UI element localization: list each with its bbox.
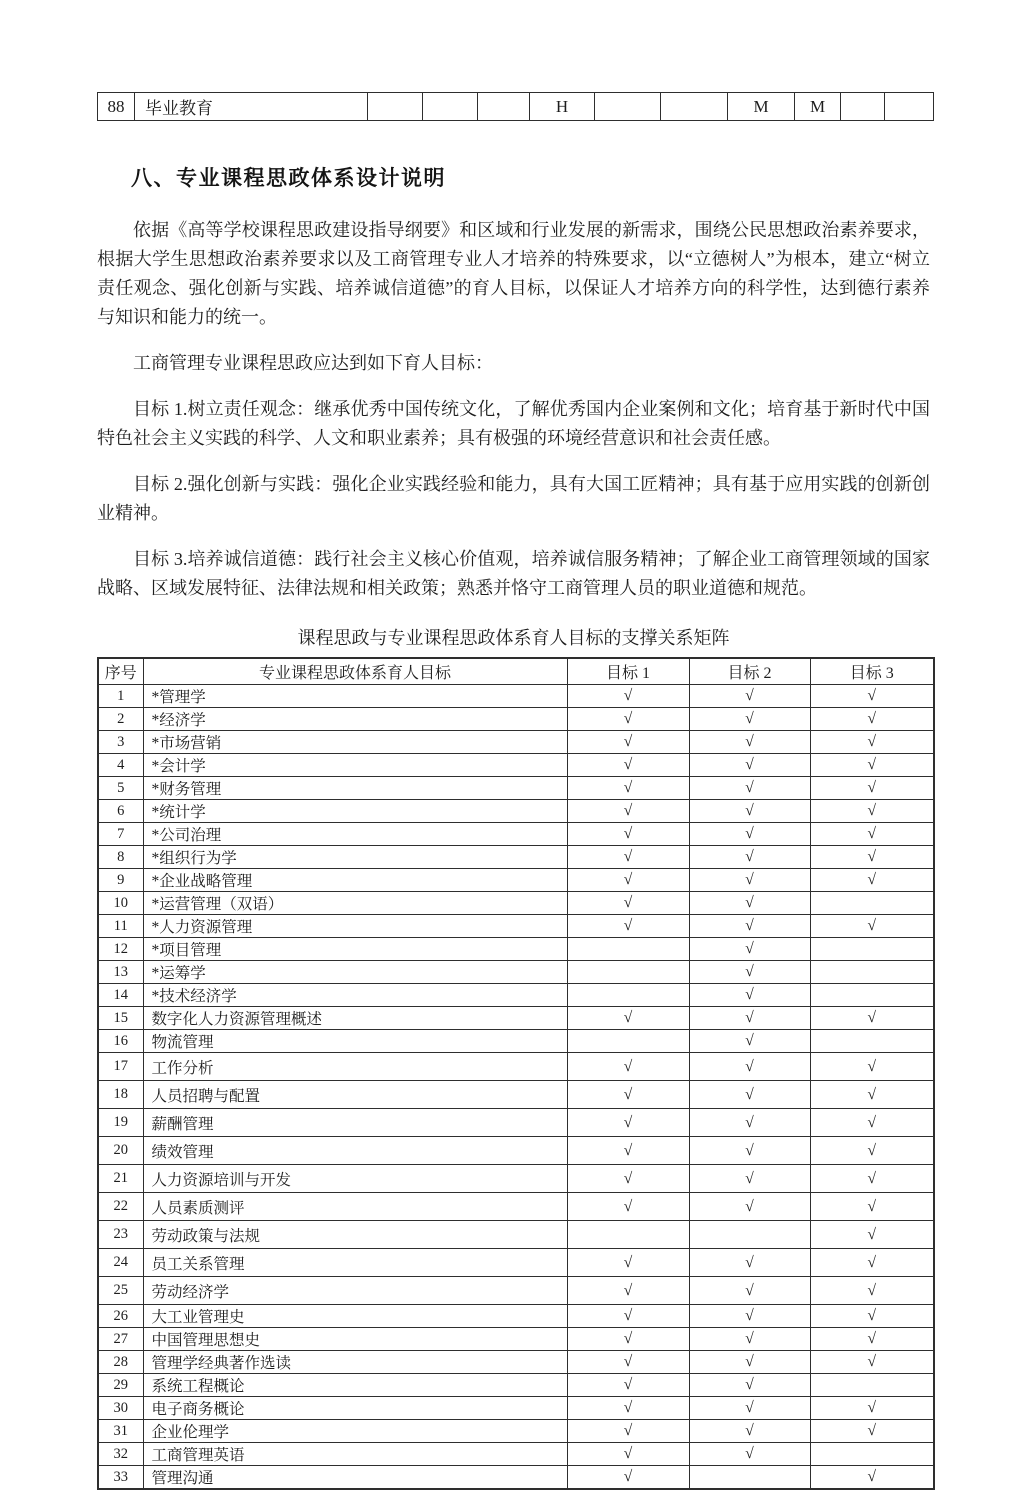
goal-2-cell: √ <box>689 1374 810 1397</box>
top-table-row <box>98 93 934 121</box>
goal-1-cell: √ <box>567 1165 689 1193</box>
goal-3-cell: √ <box>810 1007 934 1030</box>
goal-2-cell <box>689 1221 810 1249</box>
row-number-cell: 5 <box>98 777 143 800</box>
goal-1-cell <box>567 961 689 984</box>
row-number-cell: 24 <box>98 1249 143 1277</box>
course-name-cell: 中国管理思想史 <box>143 1328 567 1351</box>
support-level-cell <box>885 93 934 121</box>
row-number-cell: 23 <box>98 1221 143 1249</box>
goal-3-cell: √ <box>810 1420 934 1443</box>
course-name-cell: *运营管理（双语） <box>143 892 567 915</box>
goal-2-cell: √ <box>689 1397 810 1420</box>
matrix-row <box>98 685 934 708</box>
goal-1-cell: √ <box>567 846 689 869</box>
goal-3-cell: √ <box>810 1165 934 1193</box>
goal-2-cell: √ <box>689 1328 810 1351</box>
goal-1-cell: √ <box>567 1397 689 1420</box>
course-name-cell: *人力资源管理 <box>143 915 567 938</box>
row-number-cell: 19 <box>98 1109 143 1137</box>
goal-1-cell: √ <box>567 1305 689 1328</box>
goal-3-cell: √ <box>810 800 934 823</box>
row-number-cell: 28 <box>98 1351 143 1374</box>
matrix-row <box>98 1277 934 1305</box>
course-name-cell: 大工业管理史 <box>143 1305 567 1328</box>
goal-2-cell: √ <box>689 685 810 708</box>
row-number-cell: 32 <box>98 1443 143 1466</box>
course-name-cell: 绩效管理 <box>143 1137 567 1165</box>
course-name-cell: 毕业教育 <box>135 93 368 121</box>
goal-2-cell: √ <box>689 754 810 777</box>
matrix-row <box>98 1030 934 1053</box>
goal-2-cell: √ <box>689 915 810 938</box>
goal-2-cell: √ <box>689 1109 810 1137</box>
course-name-cell: 数字化人力资源管理概述 <box>143 1007 567 1030</box>
row-number-cell: 8 <box>98 846 143 869</box>
course-name-cell: *公司治理 <box>143 823 567 846</box>
course-name-cell: 工作分析 <box>143 1053 567 1081</box>
goal-1-cell <box>567 984 689 1007</box>
goal-1-cell: √ <box>567 1466 689 1490</box>
course-name-cell: 劳动政策与法规 <box>143 1221 567 1249</box>
goal-3-cell: √ <box>810 846 934 869</box>
goal-1-cell <box>567 938 689 961</box>
goal-1-cell: √ <box>567 685 689 708</box>
row-number-cell: 7 <box>98 823 143 846</box>
matrix-row <box>98 1081 934 1109</box>
header-serial-number: 序号 <box>98 658 143 685</box>
matrix-row <box>98 1351 934 1374</box>
matrix-row <box>98 1443 934 1466</box>
matrix-row <box>98 1193 934 1221</box>
support-level-cell: M <box>795 93 841 121</box>
course-name-cell: *财务管理 <box>143 777 567 800</box>
support-level-cell: H <box>530 93 595 121</box>
paragraph-goal-2: 目标 2.强化创新与实践：强化企业实践经验和能力，具有大国工匠精神；具有基于应用实践的创新创业精神。 <box>97 474 930 523</box>
course-name-cell: *经济学 <box>143 708 567 731</box>
goal-1-cell: √ <box>567 892 689 915</box>
goal-3-cell <box>810 892 934 915</box>
goal-2-cell: √ <box>689 1030 810 1053</box>
goal-3-cell: √ <box>810 1081 934 1109</box>
matrix-row <box>98 754 934 777</box>
row-number-cell: 3 <box>98 731 143 754</box>
paragraph-goals-lead: 工商管理专业课程思政应达到如下育人目标： <box>133 353 493 373</box>
matrix-row <box>98 892 934 915</box>
matrix-row <box>98 1374 934 1397</box>
header-goal-2: 目标 2 <box>689 658 810 685</box>
goal-2-cell: √ <box>689 731 810 754</box>
goal-2-cell: √ <box>689 1081 810 1109</box>
course-name-cell: *运筹学 <box>143 961 567 984</box>
section-heading: 八、专业课程思政体系设计说明 <box>131 167 446 190</box>
matrix-row <box>98 984 934 1007</box>
row-number-cell: 25 <box>98 1277 143 1305</box>
course-name-cell: 人力资源培训与开发 <box>143 1165 567 1193</box>
goal-1-cell: √ <box>567 869 689 892</box>
row-number-cell: 22 <box>98 1193 143 1221</box>
paragraph-goal-1: 目标 1.树立责任观念：继承优秀中国传统文化，了解优秀国内企业案例和文化；培育基于新时代中国特色社会主义实践的科学、人文和职业素养；具有极强的环境经营意识和社会责任感。 <box>97 399 930 448</box>
goal-3-cell: √ <box>810 1193 934 1221</box>
matrix-row <box>98 938 934 961</box>
row-number-cell: 88 <box>98 93 135 121</box>
course-name-cell: *统计学 <box>143 800 567 823</box>
header-course-goals: 专业课程思政体系育人目标 <box>143 658 567 685</box>
goal-3-cell: √ <box>810 754 934 777</box>
goal-3-cell <box>810 961 934 984</box>
goal-1-cell: √ <box>567 1443 689 1466</box>
goal-3-cell: √ <box>810 1397 934 1420</box>
matrix-row <box>98 731 934 754</box>
goal-2-cell: √ <box>689 892 810 915</box>
support-level-cell <box>368 93 423 121</box>
row-number-cell: 4 <box>98 754 143 777</box>
header-goal-3: 目标 3 <box>810 658 934 685</box>
row-number-cell: 27 <box>98 1328 143 1351</box>
matrix-row <box>98 1109 934 1137</box>
course-name-cell: *技术经济学 <box>143 984 567 1007</box>
goal-3-cell: √ <box>810 1277 934 1305</box>
goal-3-cell <box>810 1374 934 1397</box>
goal-1-cell: √ <box>567 731 689 754</box>
matrix-row <box>98 1328 934 1351</box>
goal-1-cell: √ <box>567 1007 689 1030</box>
goal-2-cell: √ <box>689 1165 810 1193</box>
row-number-cell: 9 <box>98 869 143 892</box>
course-name-cell: *管理学 <box>143 685 567 708</box>
matrix-row <box>98 1397 934 1420</box>
matrix-row <box>98 846 934 869</box>
goal-3-cell: √ <box>810 1466 934 1490</box>
goal-1-cell: √ <box>567 800 689 823</box>
goal-1-cell: √ <box>567 1277 689 1305</box>
goal-3-cell <box>810 938 934 961</box>
goal-3-cell: √ <box>810 1109 934 1137</box>
goal-1-cell <box>567 1030 689 1053</box>
course-name-cell: 企业伦理学 <box>143 1420 567 1443</box>
row-number-cell: 17 <box>98 1053 143 1081</box>
course-name-cell: *企业战略管理 <box>143 869 567 892</box>
goal-2-cell: √ <box>689 777 810 800</box>
goal-2-cell: √ <box>689 984 810 1007</box>
goal-2-cell: √ <box>689 1351 810 1374</box>
matrix-header-row <box>98 658 934 685</box>
course-name-cell: 管理沟通 <box>143 1466 567 1490</box>
goal-3-cell: √ <box>810 1221 934 1249</box>
course-name-cell: *会计学 <box>143 754 567 777</box>
goal-3-cell: √ <box>810 823 934 846</box>
goal-3-cell: √ <box>810 915 934 938</box>
goal-2-cell: √ <box>689 846 810 869</box>
goal-2-cell: √ <box>689 1443 810 1466</box>
goal-1-cell: √ <box>567 1420 689 1443</box>
course-name-cell: 电子商务概论 <box>143 1397 567 1420</box>
goal-3-cell: √ <box>810 731 934 754</box>
goal-2-cell: √ <box>689 938 810 961</box>
row-number-cell: 20 <box>98 1137 143 1165</box>
row-number-cell: 1 <box>98 685 143 708</box>
goal-3-cell: √ <box>810 708 934 731</box>
course-name-cell: *组织行为学 <box>143 846 567 869</box>
goal-1-cell: √ <box>567 1109 689 1137</box>
course-name-cell: 人员招聘与配置 <box>143 1081 567 1109</box>
course-name-cell: 工商管理英语 <box>143 1443 567 1466</box>
row-number-cell: 11 <box>98 915 143 938</box>
matrix-row <box>98 777 934 800</box>
goal-2-cell: √ <box>689 1305 810 1328</box>
matrix-row <box>98 1053 934 1081</box>
paragraph-goal-3: 目标 3.培养诚信道德：践行社会主义核心价值观，培养诚信服务精神；了解企业工商管理领域的国家战略、区域发展特征、法律法规和相关政策；熟悉并恪守工商管理人员的职业道德和规范。 <box>97 549 930 598</box>
goal-1-cell: √ <box>567 823 689 846</box>
row-number-cell: 15 <box>98 1007 143 1030</box>
goal-3-cell: √ <box>810 869 934 892</box>
row-number-cell: 13 <box>98 961 143 984</box>
goal-1-cell: √ <box>567 915 689 938</box>
goal-3-cell: √ <box>810 1351 934 1374</box>
goal-3-cell: √ <box>810 1305 934 1328</box>
goal-3-cell: √ <box>810 777 934 800</box>
support-level-cell <box>841 93 885 121</box>
matrix-row <box>98 1420 934 1443</box>
goal-3-cell: √ <box>810 1249 934 1277</box>
paragraph-intro: 依据《高等学校课程思政建设指导纲要》和区域和行业发展的新需求，围绕公民思想政治素养要求，根据大学生思想政治素养要求以及工商管理专业人才培养的特殊要求，以“立德树人”为根本，建立“树立责任观念、强化创新与实践、培养诚信道德”的育人目标，以保证人才培养方向的科学性，达到德行素养与知识和能力的统一。 <box>97 220 930 327</box>
goal-1-cell: √ <box>567 708 689 731</box>
row-number-cell: 18 <box>98 1081 143 1109</box>
matrix-row <box>98 1007 934 1030</box>
goal-2-cell: √ <box>689 1249 810 1277</box>
course-name-cell: 人员素质测评 <box>143 1193 567 1221</box>
course-name-cell: 管理学经典著作选读 <box>143 1351 567 1374</box>
row-number-cell: 26 <box>98 1305 143 1328</box>
row-number-cell: 31 <box>98 1420 143 1443</box>
course-name-cell: *项目管理 <box>143 938 567 961</box>
goal-2-cell: √ <box>689 708 810 731</box>
row-number-cell: 2 <box>98 708 143 731</box>
goal-2-cell: √ <box>689 1137 810 1165</box>
goal-1-cell: √ <box>567 1081 689 1109</box>
course-name-cell: 员工关系管理 <box>143 1249 567 1277</box>
support-level-cell: M <box>728 93 795 121</box>
support-level-cell <box>595 93 661 121</box>
row-number-cell: 6 <box>98 800 143 823</box>
matrix-row <box>98 1221 934 1249</box>
header-goal-1: 目标 1 <box>567 658 689 685</box>
support-level-cell <box>478 93 530 121</box>
goal-3-cell <box>810 984 934 1007</box>
goal-1-cell <box>567 1221 689 1249</box>
course-name-cell: 劳动经济学 <box>143 1277 567 1305</box>
goal-1-cell: √ <box>567 777 689 800</box>
support-level-cell <box>661 93 728 121</box>
goal-1-cell: √ <box>567 1137 689 1165</box>
matrix-row <box>98 708 934 731</box>
goal-3-cell: √ <box>810 1137 934 1165</box>
goal-2-cell: √ <box>689 1277 810 1305</box>
goal-1-cell: √ <box>567 1374 689 1397</box>
goal-2-cell: √ <box>689 961 810 984</box>
support-level-cell <box>423 93 478 121</box>
row-number-cell: 12 <box>98 938 143 961</box>
goal-3-cell: √ <box>810 1328 934 1351</box>
goal-2-cell: √ <box>689 1193 810 1221</box>
matrix-row <box>98 1137 934 1165</box>
matrix-row <box>98 869 934 892</box>
goal-1-cell: √ <box>567 1249 689 1277</box>
goal-1-cell: √ <box>567 1351 689 1374</box>
matrix-row <box>98 961 934 984</box>
goal-3-cell: √ <box>810 1053 934 1081</box>
goal-2-cell: √ <box>689 1420 810 1443</box>
row-number-cell: 30 <box>98 1397 143 1420</box>
goal-1-cell: √ <box>567 1193 689 1221</box>
matrix-row <box>98 800 934 823</box>
matrix-table-body <box>98 685 934 1490</box>
goal-2-cell: √ <box>689 800 810 823</box>
goal-2-cell: √ <box>689 823 810 846</box>
row-number-cell: 29 <box>98 1374 143 1397</box>
goal-2-cell: √ <box>689 869 810 892</box>
course-name-cell: 系统工程概论 <box>143 1374 567 1397</box>
course-name-cell: *市场营销 <box>143 731 567 754</box>
matrix-row <box>98 823 934 846</box>
matrix-row <box>98 1249 934 1277</box>
goal-2-cell <box>689 1466 810 1490</box>
goal-3-cell <box>810 1443 934 1466</box>
goal-3-cell: √ <box>810 685 934 708</box>
matrix-row <box>98 1305 934 1328</box>
row-number-cell: 10 <box>98 892 143 915</box>
goal-1-cell: √ <box>567 1328 689 1351</box>
row-number-cell: 16 <box>98 1030 143 1053</box>
course-name-cell: 薪酬管理 <box>143 1109 567 1137</box>
course-name-cell: 物流管理 <box>143 1030 567 1053</box>
matrix-row <box>98 915 934 938</box>
matrix-table-title: 课程思政与专业课程思政体系育人目标的支撑关系矩阵 <box>297 628 730 648</box>
row-number-cell: 14 <box>98 984 143 1007</box>
matrix-row <box>98 1165 934 1193</box>
matrix-table <box>97 657 935 1490</box>
top-table <box>97 92 934 121</box>
goal-1-cell: √ <box>567 1053 689 1081</box>
goal-3-cell <box>810 1030 934 1053</box>
goal-2-cell: √ <box>689 1007 810 1030</box>
goal-1-cell: √ <box>567 754 689 777</box>
matrix-row <box>98 1466 934 1490</box>
row-number-cell: 33 <box>98 1466 143 1490</box>
row-number-cell: 21 <box>98 1165 143 1193</box>
goal-2-cell: √ <box>689 1053 810 1081</box>
